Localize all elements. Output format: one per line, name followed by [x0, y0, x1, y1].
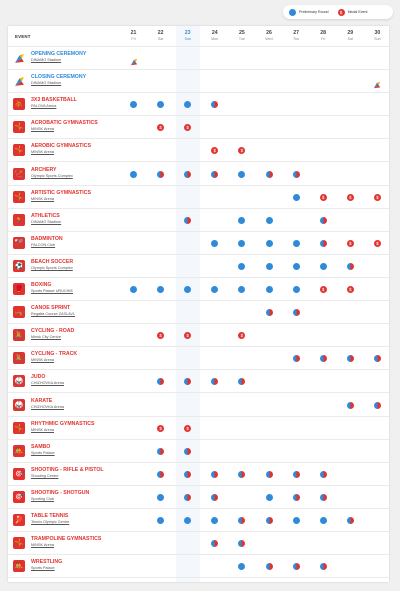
preliminary-round-icon: [238, 240, 245, 247]
legend-preliminary-label: Preliminary Round: [299, 10, 329, 14]
event-venue-link[interactable]: Sports Palace: [31, 450, 55, 455]
preliminary-and-medal-icon: [320, 355, 327, 362]
event-venue-link[interactable]: DINAMO Stadium: [31, 58, 62, 62]
event-row[interactable]: [8, 486, 389, 509]
preliminary-and-medal-icon: [211, 540, 218, 547]
date-header-26: [257, 30, 281, 42]
event-name[interactable]: KARATE: [31, 397, 53, 404]
preliminary-and-medal-icon: [293, 563, 300, 570]
date-header-27: [284, 30, 308, 42]
date-header-30: [365, 30, 389, 42]
medal-event-icon: $: [157, 425, 164, 432]
event-name[interactable]: BADMINTON: [31, 235, 63, 242]
date-number: 25: [239, 30, 245, 36]
medal-event-icon: $: [347, 194, 354, 201]
event-name[interactable]: ARCHERY: [31, 166, 57, 173]
preliminary-and-medal-icon: [184, 471, 191, 478]
date-header-21: [122, 30, 146, 42]
preliminary-and-medal-icon: [293, 494, 300, 501]
preliminary-round-icon: [293, 286, 300, 293]
preliminary-round-icon: [157, 101, 164, 108]
shooting-icon: 🎯: [13, 491, 25, 503]
preliminary-and-medal-icon: [347, 402, 354, 409]
medal-event-icon: $: [157, 332, 164, 339]
event-name[interactable]: ACROBATIC GYMNASTICS: [31, 120, 98, 127]
weekday: Fri: [321, 37, 326, 41]
preliminary-round-icon: [130, 286, 137, 293]
event-name[interactable]: RHYTHMIC GYMNASTICS: [31, 420, 95, 427]
cycling-icon: 🚴: [13, 352, 25, 364]
table-tennis-icon: 🏓: [13, 514, 25, 526]
preliminary-round-icon: [211, 286, 218, 293]
athletics-icon: 🏃: [13, 214, 25, 226]
event-row[interactable]: [8, 532, 389, 555]
medal-event-icon: $: [157, 124, 164, 131]
preliminary-and-medal-icon: [184, 171, 191, 178]
event-name[interactable]: SHOOTING - RIFLE & PISTOL: [31, 466, 104, 473]
date-number: 24: [211, 30, 218, 36]
weekday: Fri: [131, 37, 136, 41]
preliminary-and-medal-icon: [266, 171, 273, 178]
shooting-icon: 🎯: [13, 468, 25, 480]
event-row[interactable]: [8, 417, 389, 440]
preliminary-round-icon: [238, 563, 245, 570]
event-row[interactable]: [8, 70, 389, 93]
event-row[interactable]: [8, 47, 389, 70]
event-name[interactable]: OPENING CEREMONY: [31, 51, 87, 57]
preliminary-and-medal-icon: [320, 217, 327, 224]
canoe-icon: 🛶: [13, 306, 25, 318]
preliminary-and-medal-icon: [266, 563, 273, 570]
event-name[interactable]: AEROBIC GYMNASTICS: [31, 143, 91, 150]
date-number: 26: [266, 30, 272, 36]
preliminary-and-medal-icon: [238, 471, 245, 478]
weekday: Sun: [374, 37, 381, 41]
event-venue-link[interactable]: Sporting Club: [31, 496, 55, 501]
preliminary-and-medal-icon: [374, 355, 381, 362]
date-number: 27: [293, 30, 299, 36]
event-venue-link[interactable]: Sports Palace: [31, 566, 55, 571]
event-name[interactable]: JUDO: [31, 374, 46, 381]
event-name[interactable]: TABLE TENNIS: [31, 513, 69, 519]
date-header-29: [338, 30, 362, 42]
event-name[interactable]: CYCLING - ROAD: [31, 328, 75, 335]
date-number: 22: [157, 30, 164, 36]
preliminary-and-medal-icon: [293, 355, 300, 362]
event-name[interactable]: BOXING: [31, 282, 52, 288]
preliminary-and-medal-icon: [211, 378, 218, 385]
event-name[interactable]: CANOE SPRINT: [31, 305, 71, 312]
schedule-header-row: [8, 26, 389, 47]
preliminary-round-icon: [238, 217, 245, 224]
preliminary-round-icon: [238, 263, 245, 270]
preliminary-round-icon: [289, 9, 296, 16]
preliminary-and-medal-icon: [184, 494, 191, 501]
event-row[interactable]: [8, 347, 389, 370]
preliminary-and-medal-icon: [157, 378, 164, 385]
torch-icon: [13, 75, 25, 87]
preliminary-and-medal-icon: [157, 471, 164, 478]
preliminary-and-medal-icon: [347, 517, 354, 524]
preliminary-round-icon: [266, 240, 273, 247]
event-row[interactable]: [8, 116, 389, 139]
event-venue-link[interactable]: Olympic Sports Complex: [31, 265, 73, 270]
event-venue-link[interactable]: Regatta Course ZASLAVL: [31, 312, 76, 317]
event-venue-link[interactable]: Minsk City Centre: [31, 335, 61, 340]
preliminary-round-icon: [293, 240, 300, 247]
torch-icon: [13, 52, 25, 64]
legend-preliminary: [289, 9, 329, 16]
medal-event-icon: $: [320, 286, 327, 293]
event-row[interactable]: [8, 463, 389, 486]
weekday: Thu: [292, 37, 300, 41]
preliminary-and-medal-icon: [320, 494, 327, 501]
preliminary-round-icon: [130, 171, 137, 178]
date-header-28: [311, 30, 335, 42]
preliminary-and-medal-icon: [347, 263, 354, 270]
preliminary-round-icon: [211, 517, 218, 524]
basketball-icon: ⛹: [13, 98, 25, 110]
preliminary-round-icon: [238, 171, 245, 178]
ceremony-flame-icon: [130, 53, 138, 61]
event-row[interactable]: [8, 232, 389, 255]
preliminary-round-icon: [184, 517, 191, 524]
preliminary-round-icon: [157, 517, 164, 524]
gymnastics-icon: 🤸: [13, 121, 25, 133]
preliminary-and-medal-icon: [266, 471, 273, 478]
preliminary-round-icon: [184, 286, 191, 293]
preliminary-and-medal-icon: [184, 217, 191, 224]
event-row[interactable]: [8, 324, 389, 347]
medal-event-icon: $: [238, 332, 245, 339]
event-name[interactable]: ARTISTIC GYMNASTICS: [31, 189, 91, 196]
preliminary-and-medal-icon: [211, 171, 218, 178]
date-number: 21: [130, 30, 137, 36]
medal-event-icon: $: [374, 240, 381, 247]
preliminary-round-icon: [293, 517, 300, 524]
preliminary-and-medal-icon: [211, 471, 218, 478]
medal-event-icon: $: [347, 286, 354, 293]
event-name[interactable]: 3X3 BASKETBALL: [31, 97, 77, 104]
event-venue-link[interactable]: Tennis Olympic Centre: [31, 520, 70, 524]
preliminary-and-medal-icon: [238, 517, 245, 524]
medal-event-icon: $: [184, 124, 191, 131]
medal-event-icon: $: [347, 240, 354, 247]
date-number: 28: [320, 30, 327, 36]
event-venue-link[interactable]: Sports Palace URUCHIE: [31, 289, 73, 293]
ceremony-flame-icon: [373, 76, 381, 84]
preliminary-round-icon: [266, 286, 273, 293]
event-row[interactable]: [8, 509, 389, 532]
event-venue-link[interactable]: CHIZHOVKA Arena: [31, 381, 64, 386]
event-row[interactable]: [8, 209, 389, 232]
legend-medal-label: Medal Event: [347, 10, 368, 14]
event-name[interactable]: BEACH SOCCER: [31, 258, 74, 265]
event-name[interactable]: ATHLETICS: [31, 212, 60, 219]
soccer-icon: ⚽: [13, 260, 25, 272]
preliminary-round-icon: [266, 217, 273, 224]
cycling-icon: 🚴: [13, 329, 25, 341]
event-name[interactable]: CYCLING - TRACK: [31, 351, 78, 358]
medal-event-icon: $: [374, 194, 381, 201]
weekday: Sat: [157, 37, 164, 41]
preliminary-round-icon: [238, 286, 245, 293]
preliminary-and-medal-icon: [211, 101, 218, 108]
gymnastics-icon: 🤸: [13, 537, 25, 549]
event-name[interactable]: CLOSING CEREMONY: [31, 74, 87, 81]
preliminary-round-icon: [157, 286, 164, 293]
event-venue-link[interactable]: PALOVA Arena: [31, 104, 57, 109]
preliminary-round-icon: [184, 101, 191, 108]
wrestling-icon: 🤼: [13, 560, 25, 572]
event-row[interactable]: [8, 163, 389, 186]
preliminary-and-medal-icon: [184, 378, 191, 385]
event-name[interactable]: SAMBO: [31, 443, 51, 450]
preliminary-and-medal-icon: [293, 171, 300, 178]
badminton-icon: 🏸: [13, 237, 25, 249]
event-row[interactable]: [8, 394, 389, 417]
weekday: Tue: [238, 37, 245, 41]
date-number: 29: [347, 30, 354, 36]
medal-event-icon: $: [184, 425, 191, 432]
preliminary-round-icon: [293, 194, 300, 201]
event-name[interactable]: TRAMPOLINE GYMNASTICS: [31, 536, 102, 543]
preliminary-and-medal-icon: [374, 402, 381, 409]
medal-event-icon: $: [320, 194, 327, 201]
boxing-icon: 🥊: [13, 283, 25, 295]
event-column-header: EVENT: [15, 34, 31, 39]
schedule-table: [8, 26, 389, 582]
legend: [283, 5, 393, 19]
preliminary-round-icon: [211, 240, 218, 247]
event-name[interactable]: SHOOTING - SHOTGUN: [31, 489, 90, 496]
gymnastics-icon: 🤸: [13, 191, 25, 203]
date-header-24: [203, 30, 227, 42]
event-row[interactable]: [8, 139, 389, 162]
preliminary-and-medal-icon: [211, 494, 218, 501]
medal-event-icon: $: [338, 9, 345, 16]
preliminary-and-medal-icon: [157, 171, 164, 178]
event-venue-link[interactable]: MINSK Arena: [31, 358, 55, 363]
preliminary-round-icon: [293, 263, 300, 270]
event-venue-link[interactable]: MINSK Arena: [31, 427, 55, 432]
medal-event-icon: $: [238, 147, 245, 154]
event-venue-link[interactable]: Olympic Sports Complex: [31, 173, 73, 178]
preliminary-and-medal-icon: [293, 309, 300, 316]
event-row[interactable]: [8, 278, 389, 301]
sambo-icon: 🤼: [13, 445, 25, 457]
preliminary-and-medal-icon: [266, 309, 273, 316]
preliminary-round-icon: [320, 517, 327, 524]
medal-event-icon: $: [184, 332, 191, 339]
preliminary-and-medal-icon: [238, 540, 245, 547]
gymnastics-icon: 🤸: [13, 422, 25, 434]
preliminary-and-medal-icon: [320, 563, 327, 570]
event-row[interactable]: [8, 440, 389, 463]
event-venue-link[interactable]: MINSK Arena: [31, 543, 55, 548]
event-venue-link[interactable]: MINSK Arena: [31, 150, 55, 155]
event-name[interactable]: WRESTLING: [31, 559, 63, 566]
medal-event-icon: $: [211, 147, 218, 154]
event-venue-link[interactable]: DINAMO Stadium: [31, 219, 62, 224]
weekday: Wed: [265, 37, 273, 41]
preliminary-round-icon: [130, 101, 137, 108]
archery-icon: 🏹: [13, 168, 25, 180]
weekday: Mon: [211, 37, 219, 41]
date-number: 23: [184, 30, 191, 36]
preliminary-and-medal-icon: [157, 448, 164, 455]
preliminary-and-medal-icon: [238, 378, 245, 385]
event-venue-link[interactable]: FALCON Club: [31, 242, 56, 247]
preliminary-round-icon: [266, 494, 273, 501]
weekday: Sun: [184, 37, 191, 41]
event-row[interactable]: [8, 186, 389, 209]
judo-icon: 🥋: [13, 375, 25, 387]
event-row[interactable]: [8, 370, 389, 393]
event-row[interactable]: [8, 255, 389, 278]
preliminary-and-medal-icon: [347, 355, 354, 362]
legend-medal: [338, 9, 368, 16]
date-number: 30: [374, 30, 381, 36]
date-header-25: [230, 30, 254, 42]
preliminary-and-medal-icon: [320, 471, 327, 478]
preliminary-and-medal-icon: [184, 448, 191, 455]
event-venue-link[interactable]: Shooting Centre: [31, 473, 59, 478]
date-header-22: [149, 30, 173, 42]
gymnastics-icon: 🤸: [13, 144, 25, 156]
preliminary-round-icon: [266, 263, 273, 270]
preliminary-round-icon: [320, 263, 327, 270]
preliminary-and-medal-icon: [266, 517, 273, 524]
event-venue-link[interactable]: CHIZHOVKA Arena: [31, 404, 64, 409]
karate-icon: 🥋: [13, 399, 25, 411]
event-venue-link[interactable]: MINSK Arena: [31, 127, 55, 132]
event-row[interactable]: [8, 555, 389, 578]
event-venue-link[interactable]: DINAMO Stadium: [31, 81, 62, 86]
preliminary-and-medal-icon: [320, 240, 327, 247]
event-row[interactable]: [8, 93, 389, 116]
preliminary-and-medal-icon: [293, 471, 300, 478]
date-header-23: [176, 30, 200, 42]
weekday: Sat: [347, 37, 353, 41]
preliminary-round-icon: [157, 494, 164, 501]
event-venue-link[interactable]: MINSK Arena: [31, 196, 55, 201]
event-row[interactable]: [8, 301, 389, 324]
